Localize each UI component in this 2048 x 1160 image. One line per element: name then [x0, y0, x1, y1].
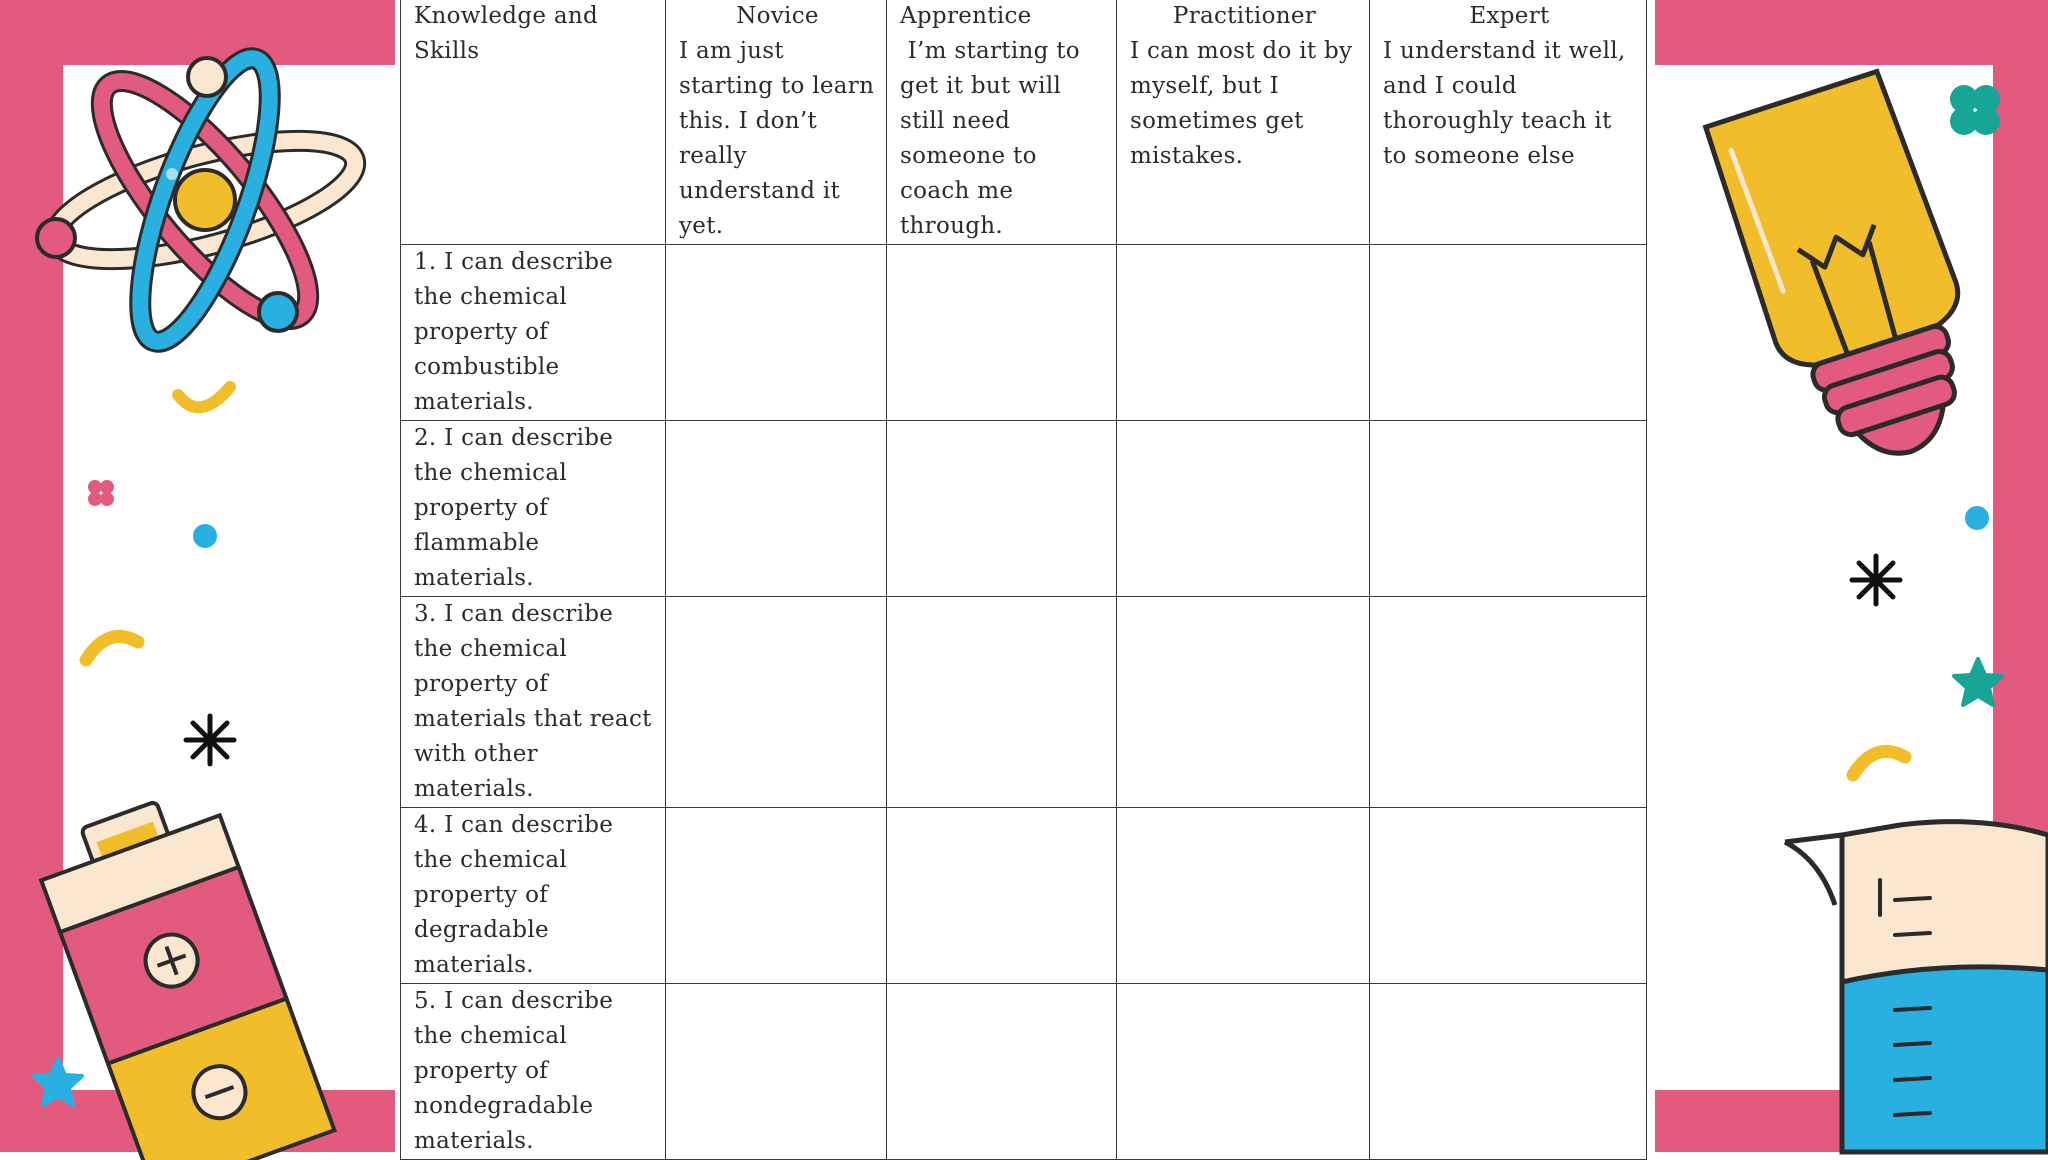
curl-shape	[78, 620, 148, 670]
rating-cell-expert[interactable]	[1370, 421, 1647, 597]
table-row	[401, 808, 1647, 984]
rating-cell-practitioner[interactable]	[1117, 984, 1370, 1160]
table-row	[401, 984, 1647, 1160]
atom-icon	[30, 30, 380, 370]
rating-cell-novice[interactable]	[666, 421, 887, 597]
table-row	[401, 597, 1647, 808]
curl-shape	[1845, 735, 1915, 785]
skill-cell: 2. I can describe the chemical property of flammable materials.	[401, 421, 666, 597]
rating-cell-novice[interactable]	[666, 808, 887, 984]
level-description: I’m starting to get it but will still need someone to coach me through.	[900, 38, 1088, 239]
rating-cell-apprentice[interactable]	[887, 808, 1117, 984]
flower-icon	[86, 478, 116, 508]
rating-cell-practitioner[interactable]	[1117, 808, 1370, 984]
level-title: Expert	[1469, 3, 1550, 29]
header-row	[401, 0, 1647, 245]
level-description: I am just starting to learn this. I don’t really understand it yet.	[679, 38, 875, 239]
skills-header-label: Knowledge and Skills	[414, 3, 599, 64]
level-description: I understand it well, and I could thoroughly teach it to someone else	[1383, 38, 1626, 169]
table-row	[401, 421, 1647, 597]
skill-cell: 1. I can describe the chemical property of combustible materials.	[401, 245, 666, 421]
beaker-icon	[1780, 810, 2048, 1152]
skill-cell: 5. I can describe the chemical property of nondegradable materials.	[401, 984, 666, 1160]
rating-cell-novice[interactable]	[666, 984, 887, 1160]
light-bulb-icon	[1705, 70, 1995, 495]
rubric-table	[400, 0, 1647, 1160]
asterisk-icon	[182, 712, 238, 768]
level-header-apprentice	[887, 0, 1117, 245]
level-header-expert	[1370, 0, 1647, 245]
rating-cell-practitioner[interactable]	[1117, 597, 1370, 808]
asterisk-icon	[1848, 552, 1904, 608]
dot-shape	[192, 523, 218, 549]
dot-shape	[1964, 505, 1990, 531]
rating-cell-apprentice[interactable]	[887, 421, 1117, 597]
rating-cell-novice[interactable]	[666, 597, 887, 808]
skills-header	[401, 0, 666, 245]
rating-cell-apprentice[interactable]	[887, 984, 1117, 1160]
rating-cell-expert[interactable]	[1370, 597, 1647, 808]
star-icon	[30, 1055, 86, 1111]
rating-cell-practitioner[interactable]	[1117, 421, 1370, 597]
skill-cell: 3. I can describe the chemical property of materials that react with other materials.	[401, 597, 666, 808]
level-header-practitioner	[1117, 0, 1370, 245]
rating-cell-apprentice[interactable]	[887, 597, 1117, 808]
skill-cell: 4. I can describe the chemical property of degradable materials.	[401, 808, 666, 984]
level-header-novice	[666, 0, 887, 245]
star-icon	[1950, 655, 2006, 711]
rating-cell-expert[interactable]	[1370, 984, 1647, 1160]
rating-cell-expert[interactable]	[1370, 808, 1647, 984]
level-title: Apprentice	[900, 3, 1032, 29]
rating-cell-expert[interactable]	[1370, 245, 1647, 421]
rating-cell-apprentice[interactable]	[887, 245, 1117, 421]
right-top-border	[1655, 0, 2048, 65]
level-description: I can most do it by myself, but I sometimes get mistakes.	[1130, 38, 1353, 169]
table-row	[401, 245, 1647, 421]
rating-cell-novice[interactable]	[666, 245, 887, 421]
level-title: Novice	[736, 3, 819, 29]
curl-shape	[170, 375, 240, 425]
level-title: Practitioner	[1172, 3, 1317, 29]
rating-cell-practitioner[interactable]	[1117, 245, 1370, 421]
